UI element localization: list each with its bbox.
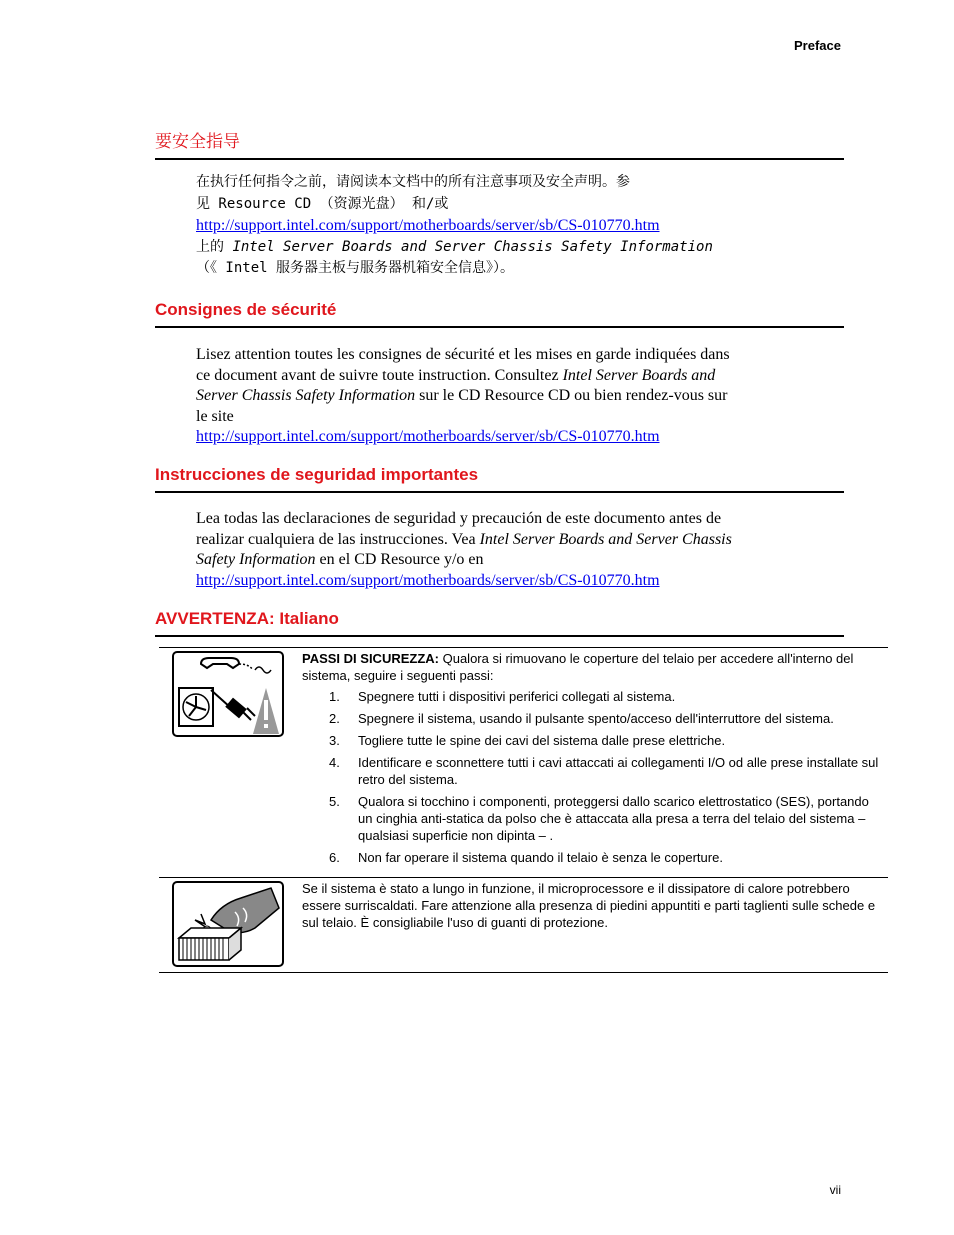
step-number: 6. bbox=[329, 850, 340, 865]
list-item bbox=[302, 710, 882, 727]
warning-lead-bold: PASSI DI SICUREZZA: bbox=[302, 651, 439, 666]
step-text: Non far operare il sistema quando il telaio è senza le coperture. bbox=[358, 850, 723, 865]
warning-row-hot-components bbox=[159, 878, 888, 973]
french-safety-link[interactable]: http://support.intel.com/support/motherboards/server/sb/CS-010770.htm bbox=[196, 428, 660, 445]
warning-row-safety-steps bbox=[159, 648, 888, 878]
spanish-text-1: Lea todas las declaraciones de seguridad y precaución de este documento antes de realizar cualquiera de las instrucciones. Vea bbox=[196, 510, 722, 548]
chinese-line-4-prefix: 上的 bbox=[196, 238, 233, 255]
hot-heatsink-warning-icon bbox=[159, 878, 293, 972]
step-text: Identificare e sconnettere tutti i cavi attaccati ai collegamenti I/O od alle prese installate sul retro del sistema. bbox=[358, 755, 879, 787]
step-number: 5. bbox=[329, 794, 340, 809]
chinese-line-5: （《 Intel 服务器主板与服务器机箱安全信息》）。 bbox=[196, 260, 514, 276]
step-number: 4. bbox=[329, 755, 340, 770]
list-item bbox=[302, 793, 882, 844]
warning-safety-steps-text bbox=[293, 648, 888, 877]
chinese-safety-text bbox=[196, 172, 756, 280]
french-document-title: Intel Server Boards and Server Chassis Safety Information bbox=[196, 366, 716, 404]
list-item bbox=[302, 688, 882, 705]
step-text: Togliere tutte le spine dei cavi del sistema dalle prese elettriche. bbox=[358, 733, 726, 748]
spanish-safety-link[interactable]: http://support.intel.com/support/motherboards/server/sb/CS-010770.htm bbox=[196, 571, 660, 589]
spanish-safety-text bbox=[196, 509, 736, 591]
step-text: Spegnere il sistema, usando il pulsante spento/acceso dell'interruttore del sistema. bbox=[358, 711, 834, 726]
section-heading-italian: AVVERTENZA: Italiano bbox=[155, 609, 844, 637]
french-safety-text bbox=[196, 345, 736, 448]
chinese-safety-link[interactable]: http://support.intel.com/support/motherboards/server/sb/CS-010770.htm bbox=[196, 217, 660, 234]
page-number: vii bbox=[829, 1183, 841, 1197]
step-number: 2. bbox=[329, 711, 340, 726]
power-disconnect-warning-icon bbox=[159, 648, 293, 877]
warning-hot-components-text: Se il sistema è stato a lungo in funzione, il microprocessore e il dissipatore di calore potrebbero essere surriscaldati. Fare attenzione alla presenza di piedini appuntiti e parti taglienti sulle schede e sul telaio. È consigliabile l'uso di guanti di protezione. bbox=[302, 881, 876, 930]
chinese-document-title: Intel Server Boards and Server Chassis Safety Information bbox=[232, 238, 713, 255]
spanish-text-2: en el CD Resource y/o en bbox=[315, 551, 484, 568]
list-item bbox=[302, 849, 882, 866]
list-item bbox=[302, 754, 882, 788]
chinese-line-1: 在执行任何指令之前，请阅读本文档中的所有注意事项及安全声明。参 bbox=[196, 174, 630, 190]
list-item bbox=[302, 732, 882, 749]
step-text: Qualora si tocchino i componenti, proteggersi dallo scarico elettrostatico (SES), portando un cinghia anti-statica da polso che è attaccata alla presa a terra del telaio del sistema – qualsiasi superficie non dipinta – . bbox=[358, 794, 869, 843]
italian-warning-table bbox=[159, 647, 888, 973]
section-heading-chinese: 要安全指导 bbox=[155, 127, 844, 160]
step-number: 3. bbox=[329, 733, 340, 748]
french-text-2: sur le CD Resource CD ou bien rendez-vous sur le site bbox=[196, 387, 728, 425]
warning-lead-text: Qualora si rimuovano le coperture del telaio per accedere all'interno del sistema, seguire i seguenti passi: bbox=[302, 651, 854, 683]
section-heading-french: Consignes de sécurité bbox=[155, 300, 844, 328]
chinese-line-2: 见 Resource CD （资源光盘） 和/或 bbox=[196, 195, 449, 212]
step-number: 1. bbox=[329, 689, 340, 704]
safety-steps-list bbox=[302, 688, 882, 866]
section-heading-spanish: Instrucciones de seguridad importantes bbox=[155, 465, 844, 493]
spanish-document-title: Intel Server Boards and Server Chassis Safety Information bbox=[196, 530, 732, 568]
french-text-1: Lisez attention toutes les consignes de sécurité et les mises en garde indiquées dans ce document avant de suivre toute instruction. Consultez bbox=[196, 346, 730, 384]
running-header: Preface bbox=[794, 38, 841, 53]
step-text: Spegnere tutti i dispositivi periferici collegati al sistema. bbox=[358, 689, 676, 704]
